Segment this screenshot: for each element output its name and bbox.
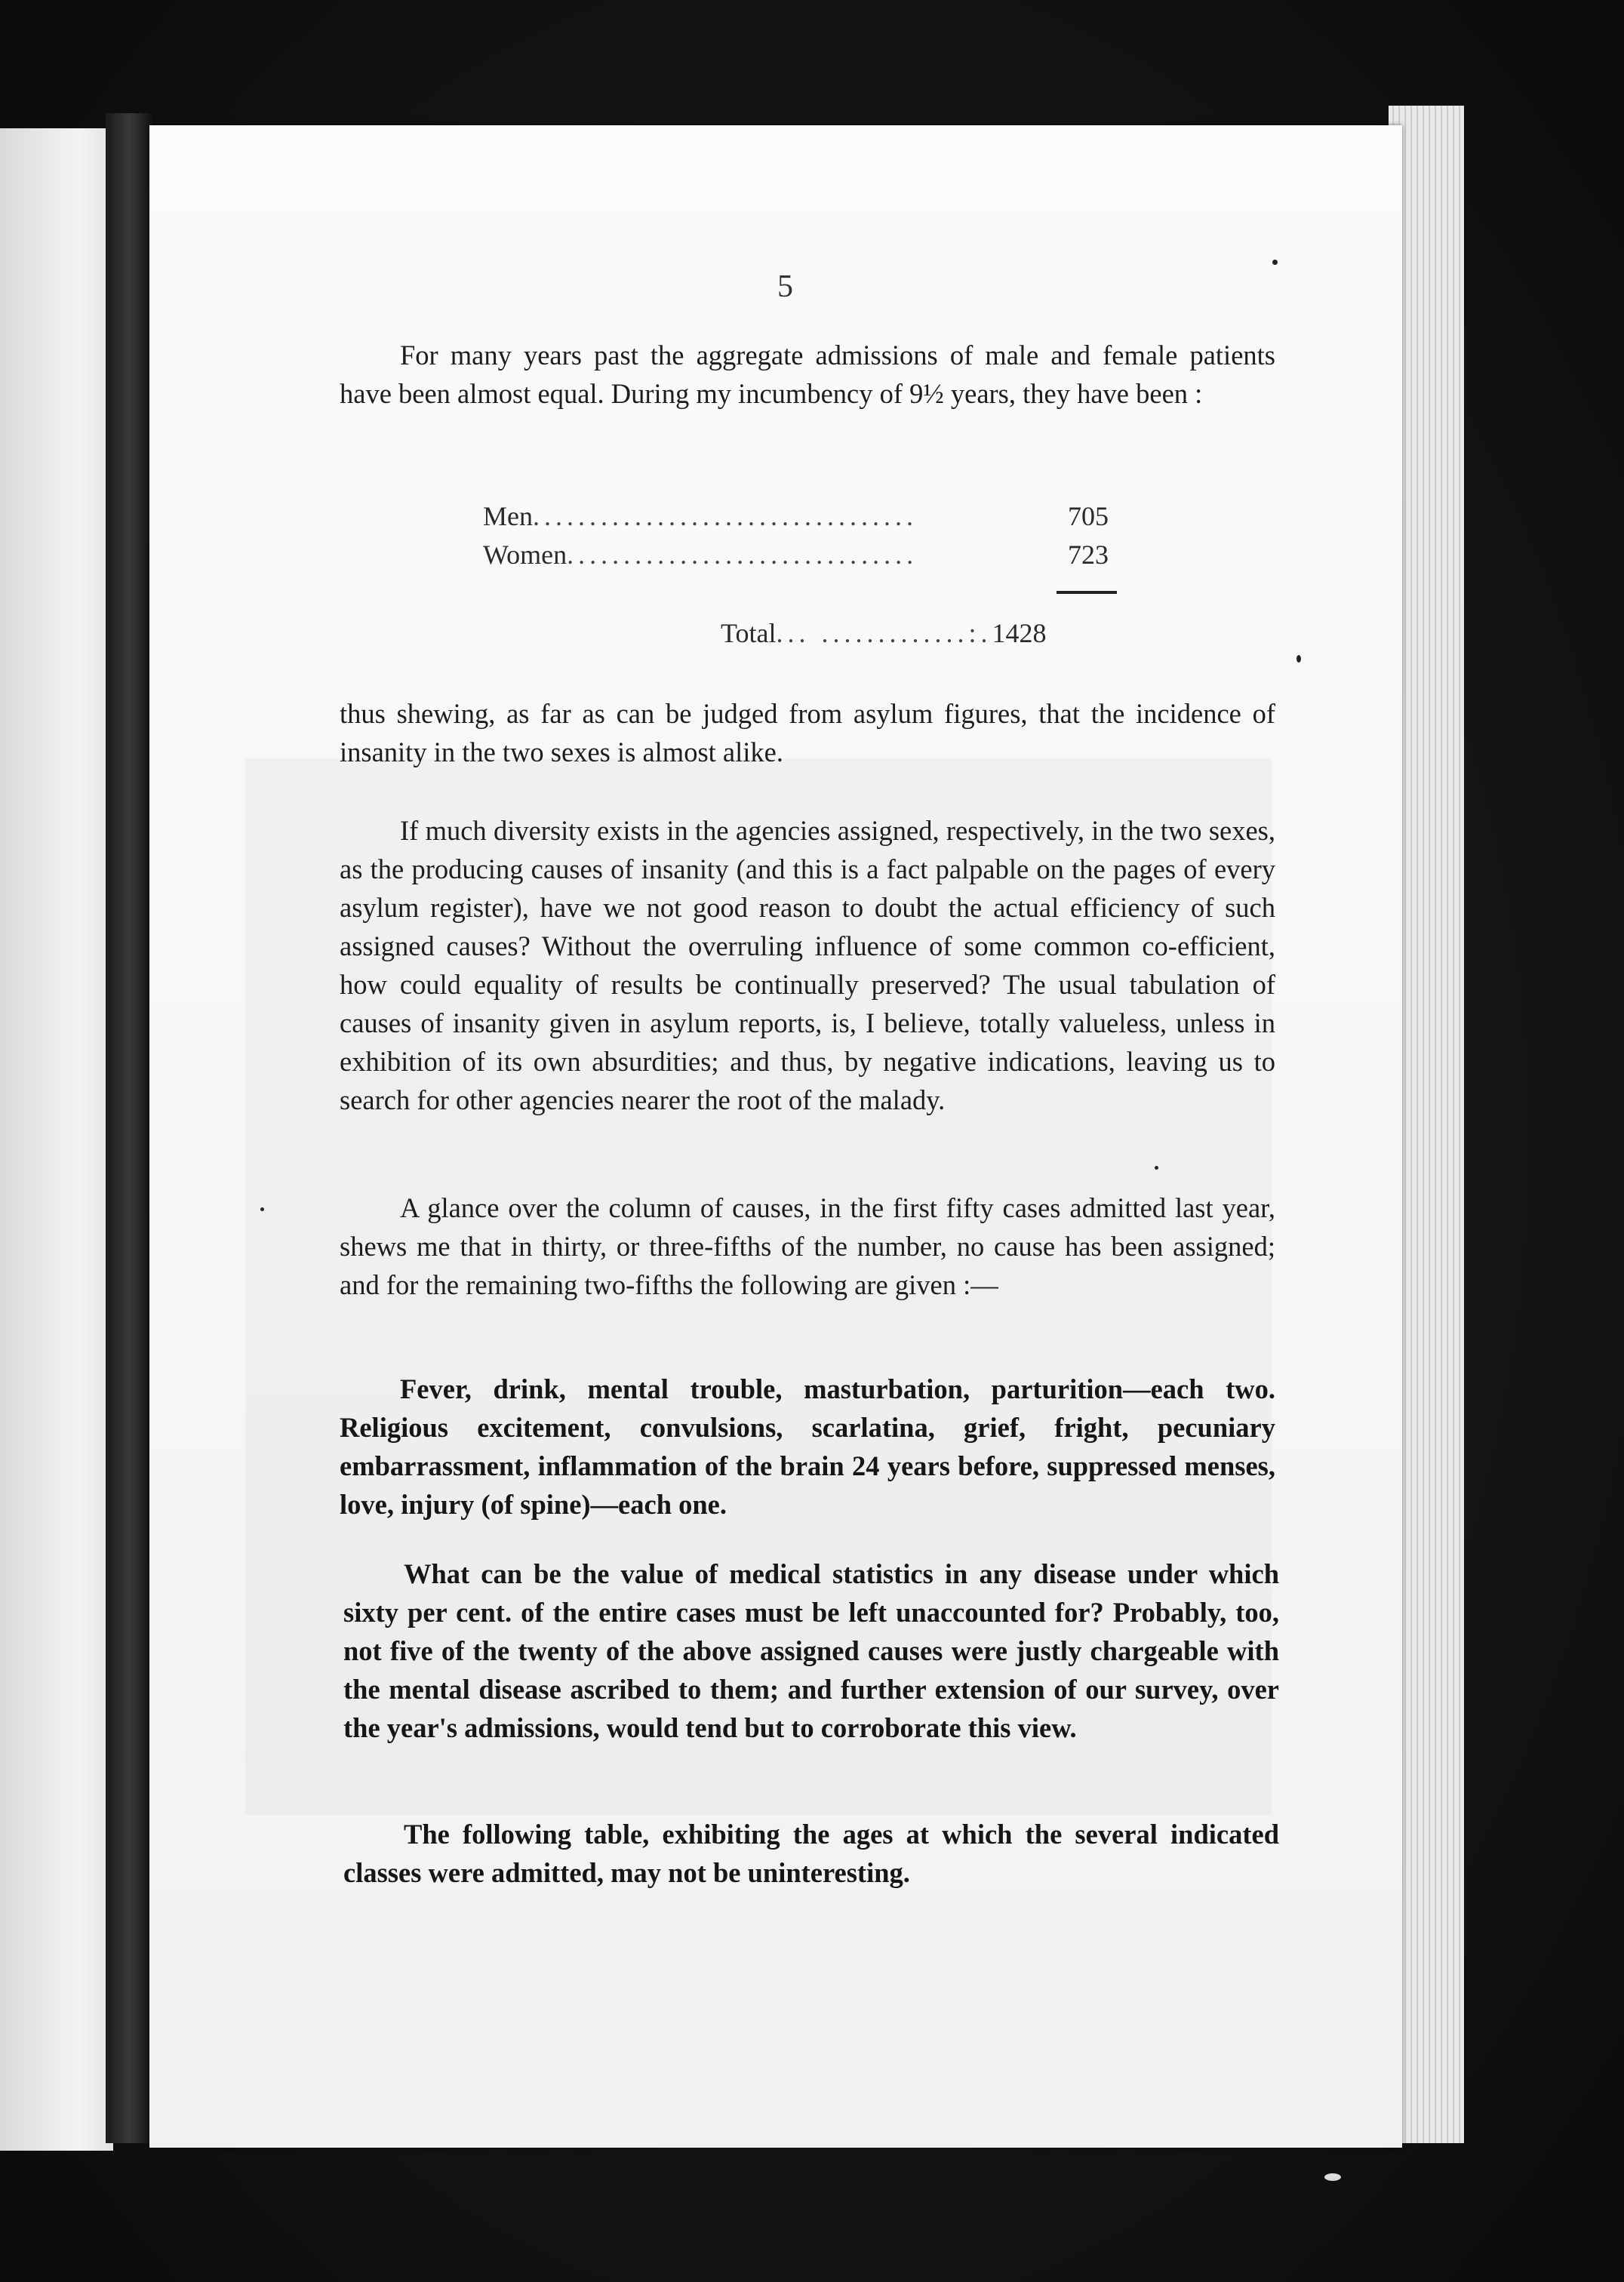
- ink-speck: [1272, 260, 1278, 265]
- tally-leader-dots: ..................................: [533, 501, 918, 531]
- ink-speck: [1296, 655, 1301, 663]
- paragraph-admissions-intro: For many years past the aggregate admissions of male and female patients have been almost equal. During my incumbency of 9½ years, they have been :: [340, 340, 1275, 409]
- paragraph-causes-list: Fever, drink, mental trouble, masturbation, parturition—each two. Religious excitement, convulsions, scarlatina, grief, fright, pecuniary embarrassment, inflammation of the brain 24 years before, suppressed menses, love, injury (of spine)—each one.: [340, 1373, 1275, 1520]
- tally-leader-dots: ... .............:.: [776, 618, 992, 648]
- tally-leader-dots: ...............................: [567, 540, 918, 570]
- tally-label-men: Men: [483, 501, 533, 531]
- tally-label-total: Total: [721, 618, 777, 648]
- paragraph-diversity-of-causes: If much diversity exists in the agencies assigned, respectively, in the two sexes, as the producing causes of insanity (and this is a fact palpable on the pages of every asylum register), have we not good reason to doubt the actual efficiency of such assigned causes? Without the overruling influence of some common co-efficient, how could equality of results be continually preserved? The usual tabulation of causes of insanity given in asylum reports, is, I believe, totally valueless, unless in exhibition of its own absurdities; and thus, by negative indications, leaving us to search for other agencies nearer the root of the malady.: [340, 815, 1275, 1115]
- ink-speck: [260, 1207, 264, 1211]
- ink-speck: [1324, 2173, 1341, 2181]
- paragraph-table-intro: The following table, exhibiting the ages at which the several indicated classes were admitted, may not be uninteresting.: [343, 1819, 1279, 1888]
- tally-value-women: 723: [1068, 540, 1109, 570]
- book-gutter: [106, 113, 152, 2143]
- tally-row-total: [721, 617, 1046, 649]
- tally-row-men: [483, 500, 1109, 532]
- paragraph-statistics-value: What can be the value of medical statistics in any disease under which sixty per cent. of the entire cases must be left unaccounted for? Probably, too, not five of the twenty of the above assigned causes were justly chargeable with the mental disease ascribed to them; and further extension of our survey, over the year's admissions, would tend but to corroborate this view.: [343, 1558, 1279, 1743]
- total-rule: [1057, 591, 1117, 594]
- tally-row-women: [483, 539, 1109, 570]
- ink-speck: [1155, 1166, 1158, 1170]
- tally-value-men: 705: [1068, 501, 1109, 531]
- tally-value-total: 1428: [992, 618, 1047, 648]
- page-number: 5: [777, 269, 793, 304]
- paragraph-sexes-conclusion: thus shewing, as far as can be judged from asylum figures, that the incidence of insanity in the two sexes is almost alike.: [340, 698, 1275, 767]
- facing-page-edge: [0, 128, 113, 2151]
- tally-label-women: Women: [483, 540, 567, 570]
- paragraph-fifty-cases: A glance over the column of causes, in the first fifty cases admitted last year, shews me that in thirty, or three-fifths of the number, no cause has been assigned; and for the remaining two-fifths the following are given :—: [340, 1192, 1275, 1300]
